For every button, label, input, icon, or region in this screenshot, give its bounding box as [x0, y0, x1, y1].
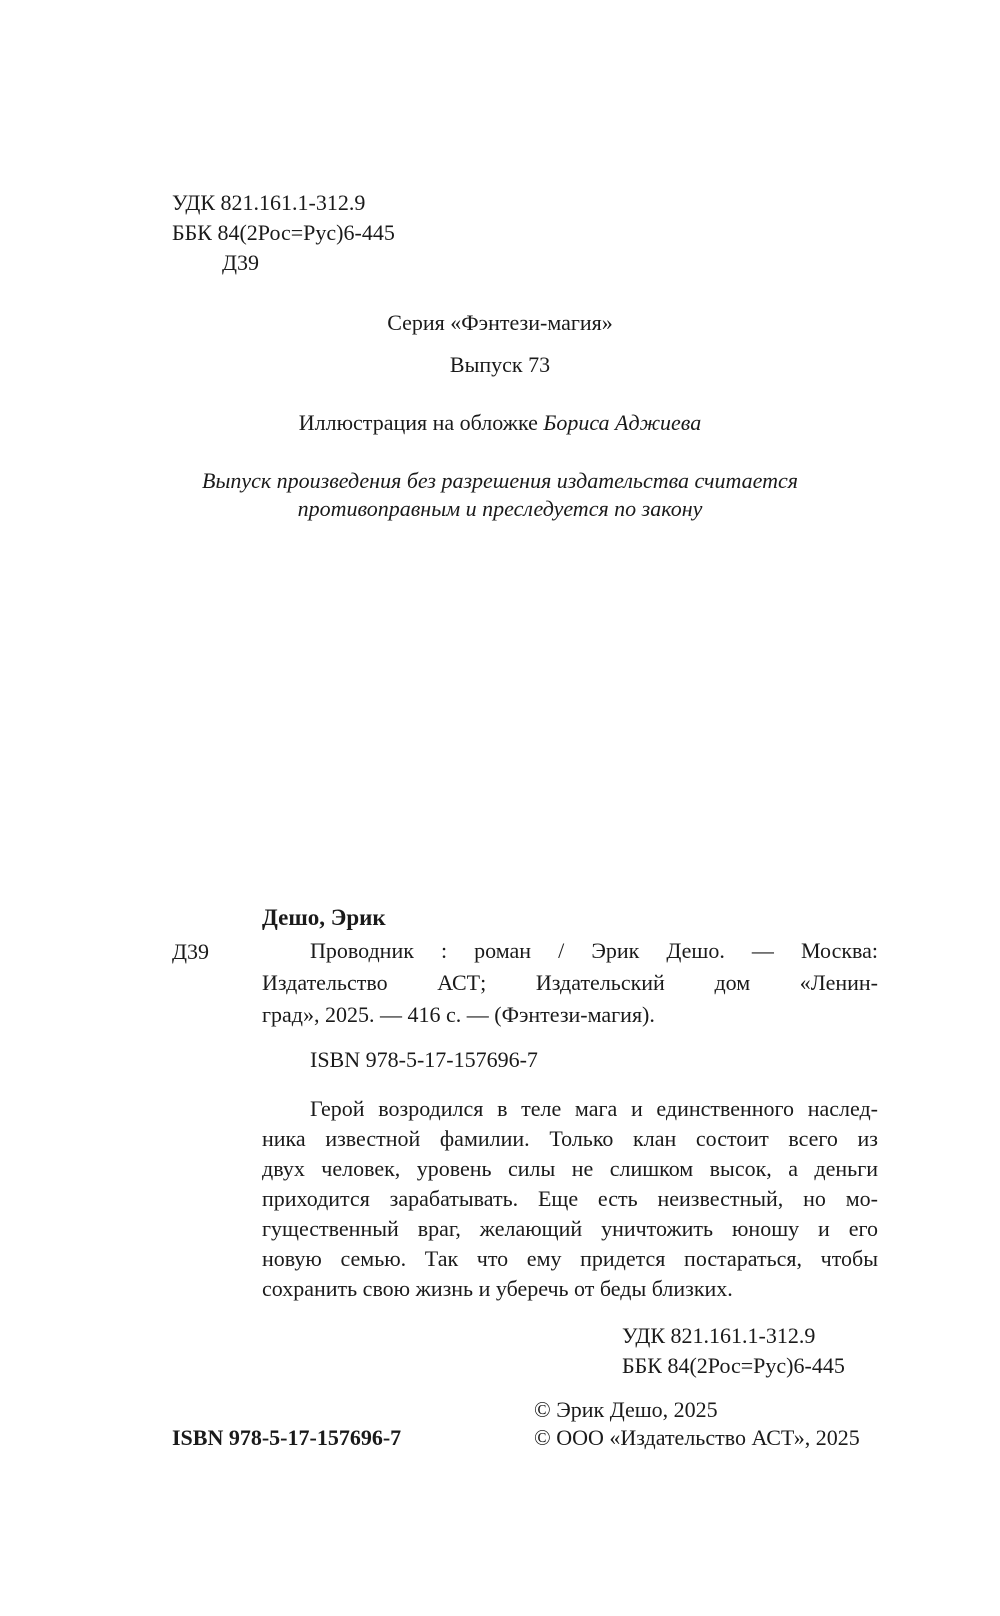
- annotation-line-5: гущественный враг, желающий уничтожить юношу и его: [262, 1216, 878, 1241]
- catalog-bbk-code: ББК 84(2Рос=Рус)6-445: [622, 1353, 845, 1378]
- catalog-author-mark: Д39: [172, 939, 210, 964]
- catalog-author-heading: Дешо, Эрик: [262, 905, 386, 930]
- annotation-line-4: приходится зарабатывать. Еще есть неизвестный, но мо-: [262, 1186, 878, 1211]
- bib-line-2: Издательство АСТ; Издательский дом «Ленин-: [262, 970, 878, 995]
- footer-isbn: ISBN 978-5-17-157696-7: [172, 1425, 402, 1450]
- series-issue: Выпуск 73: [449, 352, 551, 377]
- copyright-publisher: © ООО «Издательство АСТ», 2025: [534, 1425, 860, 1450]
- illustration-credit: [0, 408, 1000, 438]
- annotation-line-3: двух человек, уровень силы не слишком высок, а деньги: [262, 1156, 878, 1181]
- annotation-line-7: сохранить свою жизнь и уберечь от беды близких.: [262, 1276, 733, 1301]
- series-line: Серия «Фэнтези-магия»: [387, 310, 613, 335]
- copyright-author: © Эрик Дешо, 2025: [534, 1397, 718, 1422]
- top-udk-code: УДК 821.161.1-312.9: [172, 190, 366, 215]
- top-bbk-code: ББК 84(2Рос=Рус)6-445: [172, 220, 395, 245]
- catalog-isbn: ISBN 978-5-17-157696-7: [310, 1047, 538, 1072]
- annotation-line-2: ника известной фамилии. Только клан состоит всего из: [262, 1126, 878, 1151]
- illustration-prefix: Иллюстрация на обложке: [298, 410, 544, 435]
- annotation-line-1: Герой возродился в теле мага и единственного наслед-: [310, 1096, 878, 1121]
- bib-line-1: Проводник : роман / Эрик Дешо. — Москва:: [310, 938, 878, 963]
- illustration-artist: Бориса Аджиева: [543, 410, 702, 435]
- legal-notice-line-1: Выпуск произведения без разрешения издательства считается: [202, 468, 798, 493]
- legal-notice-line-2: противоправным и преследуется по закону: [297, 496, 703, 521]
- top-author-mark: Д39: [222, 250, 260, 275]
- catalog-udk-code: УДК 821.161.1-312.9: [622, 1323, 816, 1348]
- bib-line-3: град», 2025. — 416 с. — (Фэнтези-магия).: [262, 1002, 655, 1027]
- annotation-line-6: новую семью. Так что ему придется постараться, чтобы: [262, 1246, 878, 1271]
